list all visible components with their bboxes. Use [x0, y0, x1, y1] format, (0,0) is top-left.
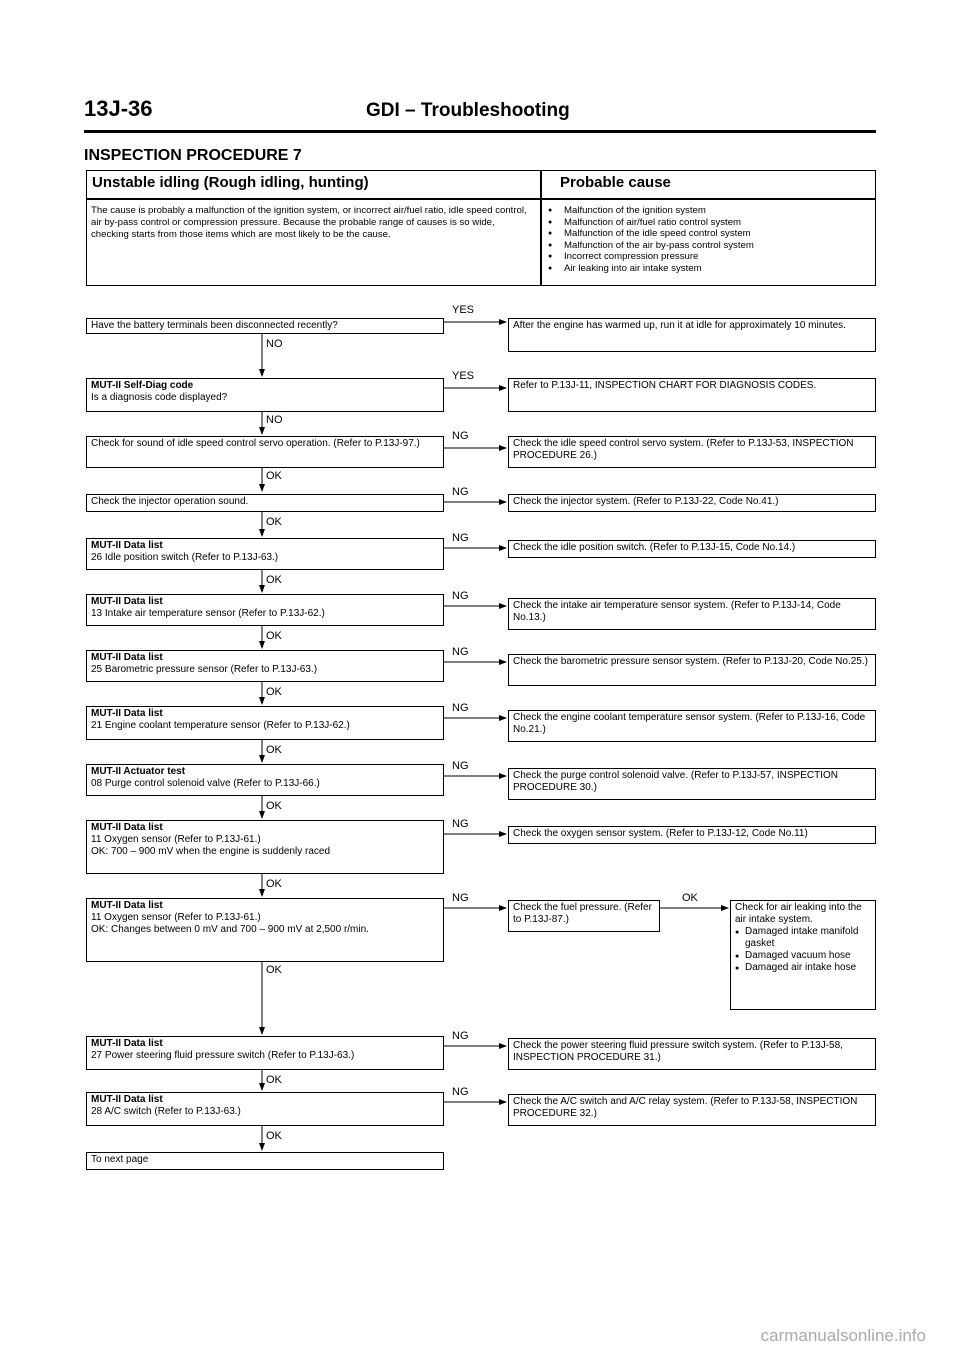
branch-label-ok: OK: [266, 516, 282, 528]
step-purge-solenoid: MUT-II Actuator test 08 Purge control solenoid valve (Refer to P.13J-66.): [86, 764, 444, 796]
result-injector-system: Check the injector system. (Refer to P.13J-22, Code No.41.): [508, 494, 876, 512]
result-barometric-system: Check the barometric pressure sensor system. (Refer to P.13J-20, Code No.25.): [508, 654, 876, 686]
step-isc-servo-sound: Check for sound of idle speed control servo operation. (Refer to P.13J-97.): [86, 436, 444, 468]
step-to-next-page: To next page: [86, 1152, 444, 1170]
branch-label-ok: OK: [266, 686, 282, 698]
branch-label-ng: NG: [452, 1030, 469, 1042]
result-fuel-pressure: Check the fuel pressure. (Refer to P.13J-87.): [508, 900, 660, 932]
cause-item: ● Malfunction of the idle speed control system: [548, 228, 868, 240]
page-number: 13J-36: [84, 96, 153, 121]
symptom-description: The cause is probably a malfunction of the ignition system, or incorrect air/fuel ratio, idle speed control, air by-pass control or compression pressure. Because the probable range of causes is so wide, checking starts from those items which are most likely to be the cause.: [91, 205, 527, 241]
page-title: GDI – Troubleshooting: [366, 100, 570, 121]
step-title: MUT-II Data list: [91, 708, 163, 719]
result-intake-air-temp-system: Check the intake air temperature sensor system. (Refer to P.13J-14, Code No.13.): [508, 598, 876, 630]
branch-label-yes: YES: [452, 304, 475, 316]
probable-cause-header: Probable cause: [560, 174, 671, 191]
result-air-leak-check: Check for air leaking into the air intake system. ● Damaged intake manifold gasket ● Damaged vacuum hose ● Damaged air intake hose: [730, 900, 876, 1010]
branch-label-ok: OK: [266, 800, 282, 812]
branch-label-ng: NG: [452, 486, 469, 498]
step-title: MUT-II Data list: [91, 1094, 163, 1105]
step-intake-air-temp: MUT-II Data list 13 Intake air temperature sensor (Refer to P.13J-62.): [86, 594, 444, 626]
step-coolant-temp: MUT-II Data list 21 Engine coolant temperature sensor (Refer to P.13J-62.): [86, 706, 444, 740]
step-title: MUT-II Data list: [91, 596, 163, 607]
step-idle-position-switch: MUT-II Data list 26 Idle position switch (Refer to P.13J-63.): [86, 538, 444, 570]
branch-label-ok: OK: [266, 964, 282, 976]
branch-label-ng: NG: [452, 590, 469, 602]
branch-label-ok: OK: [682, 892, 698, 904]
result-diagnosis-code-chart: Refer to P.13J-11, INSPECTION CHART FOR DIAGNOSIS CODES.: [508, 378, 876, 412]
cause-item: ● Malfunction of the air by-pass control system: [548, 240, 868, 252]
result-isc-servo-system: Check the idle speed control servo system. (Refer to P.13J-53, INSPECTION PROCEDURE 26.): [508, 436, 876, 468]
step-battery-disconnected: Have the battery terminals been disconnected recently?: [86, 318, 444, 334]
result-power-steering-system: Check the power steering fluid pressure switch system. (Refer to P.13J-58, INSPECTION PROCEDURE 31.): [508, 1038, 876, 1070]
result-idle-position-switch: Check the idle position switch. (Refer to P.13J-15, Code No.14.): [508, 540, 876, 558]
step-self-diag-code: MUT-II Self-Diag code Is a diagnosis code displayed?: [86, 378, 444, 412]
step-title: MUT-II Data list: [91, 540, 163, 551]
branch-label-ng: NG: [452, 532, 469, 544]
branch-label-ok: OK: [266, 574, 282, 586]
result-warm-up-idle: After the engine has warmed up, run it at idle for approximately 10 minutes.: [508, 318, 876, 352]
step-oxygen-sensor-raced: MUT-II Data list 11 Oxygen sensor (Refer to P.13J-61.) OK: 700 – 900 mV when the engine is suddenly raced: [86, 820, 444, 874]
step-title: MUT-II Self-Diag code: [91, 380, 194, 391]
branch-label-ng: NG: [452, 892, 469, 904]
cause-item: ● Malfunction of the ignition system: [548, 205, 868, 217]
step-power-steering-switch: MUT-II Data list 27 Power steering fluid pressure switch (Refer to P.13J-63.): [86, 1036, 444, 1070]
step-oxygen-sensor-2500: MUT-II Data list 11 Oxygen sensor (Refer to P.13J-61.) OK: Changes between 0 mV and 700 – 900 mV at 2,500 r/min.: [86, 898, 444, 962]
branch-label-ok: OK: [266, 1074, 282, 1086]
step-title: MUT-II Data list: [91, 822, 163, 833]
step-title: MUT-II Actuator test: [91, 766, 186, 777]
result-coolant-temp-system: Check the engine coolant temperature sensor system. (Refer to P.13J-16, Code No.21.): [508, 710, 876, 742]
branch-label-ok: OK: [266, 470, 282, 482]
result-oxygen-sensor-system: Check the oxygen sensor system. (Refer to P.13J-12, Code No.11): [508, 826, 876, 844]
branch-label-ok: OK: [266, 878, 282, 890]
step-ac-switch: MUT-II Data list 28 A/C switch (Refer to P.13J-63.): [86, 1092, 444, 1126]
air-leak-item: ● Damaged air intake hose: [735, 962, 871, 974]
watermark: carmanualsonline.info: [760, 1326, 926, 1345]
branch-label-no: NO: [266, 414, 283, 426]
procedure-title: INSPECTION PROCEDURE 7: [84, 147, 302, 164]
branch-label-ng: NG: [452, 1086, 469, 1098]
step-title: MUT-II Data list: [91, 1038, 163, 1049]
branch-label-yes: YES: [452, 370, 475, 382]
cause-item: ● Incorrect compression pressure: [548, 251, 868, 263]
branch-label-no: NO: [266, 338, 283, 350]
branch-label-ng: NG: [452, 702, 469, 714]
step-title: MUT-II Data list: [91, 652, 163, 663]
air-leak-item: ● Damaged intake manifold gasket: [735, 926, 871, 950]
branch-label-ng: NG: [452, 760, 469, 772]
symptom-header: Unstable idling (Rough idling, hunting): [92, 174, 369, 191]
cause-item: ● Malfunction of air/fuel ratio control system: [548, 217, 868, 229]
step-title: MUT-II Data list: [91, 900, 163, 911]
cause-item: ● Air leaking into air intake system: [548, 263, 868, 275]
result-ac-relay-system: Check the A/C switch and A/C relay system. (Refer to P.13J-58, INSPECTION PROCEDURE 32.): [508, 1094, 876, 1126]
branch-label-ok: OK: [266, 630, 282, 642]
branch-label-ng: NG: [452, 430, 469, 442]
result-purge-solenoid: Check the purge control solenoid valve. (Refer to P.13J-57, INSPECTION PROCEDURE 30.): [508, 768, 876, 800]
air-leak-item: ● Damaged vacuum hose: [735, 950, 871, 962]
step-barometric-pressure: MUT-II Data list 25 Barometric pressure sensor (Refer to P.13J-63.): [86, 650, 444, 682]
branch-label-ok: OK: [266, 744, 282, 756]
step-injector-sound: Check the injector operation sound.: [86, 494, 444, 512]
branch-label-ok: OK: [266, 1130, 282, 1142]
branch-label-ng: NG: [452, 646, 469, 658]
branch-label-ng: NG: [452, 818, 469, 830]
